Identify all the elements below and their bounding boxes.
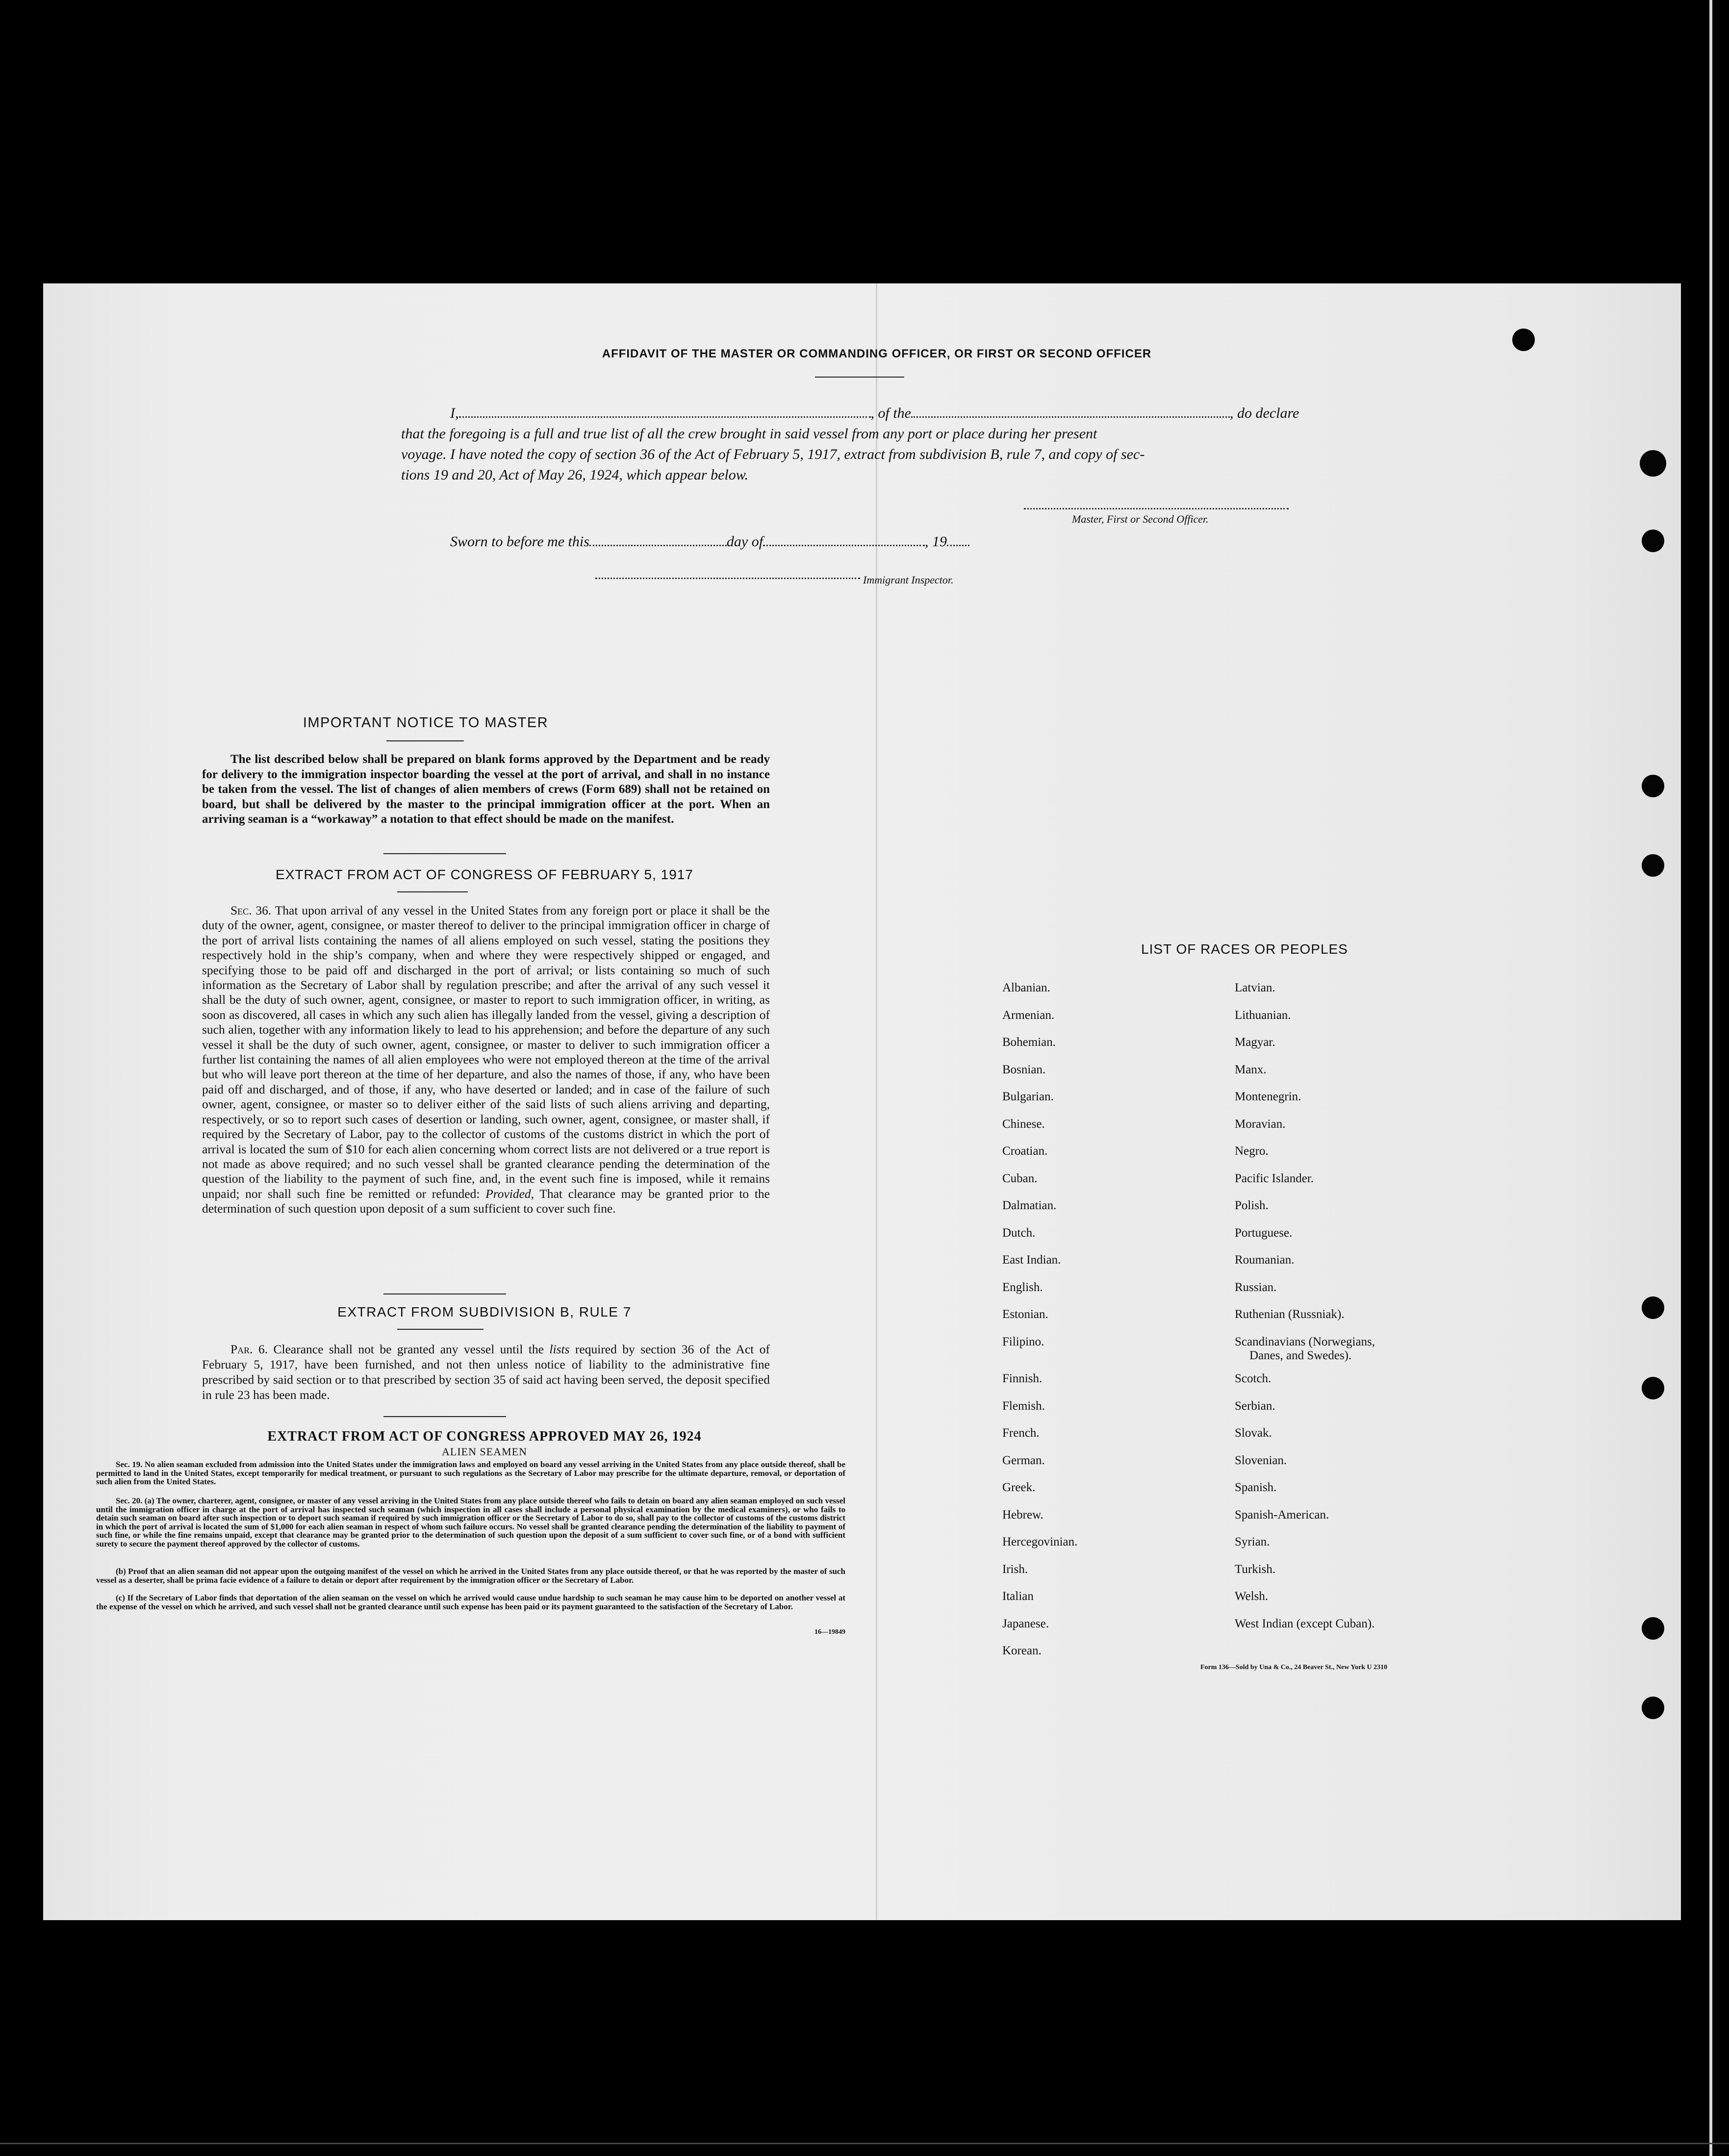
rule7-end-rule (383, 1416, 506, 1417)
race-item: Hebrew. (1002, 1508, 1043, 1522)
race-item: Lithuanian. (1235, 1008, 1291, 1022)
punch-hole (1642, 775, 1664, 797)
rule7-text-b: required by section 36 of the Act of February 5, 1917, have been furnished, and not then unless notice of liability to the administrative fine prescribed by said section or to that prescribed by section 35 of said act having been served, the deposit specified in rule 23 has been made. (202, 1342, 770, 1402)
print-code: 16—19849 (814, 1628, 845, 1636)
notice-body: The list described below shall be prepared on blank forms approved by the Department and be ready for delivery to the immigration inspector boarding the vessel at the port of arrival, and shall in no instance be taken from the vessel. The list of changes of alien members of crews (Form 689) shall not be retained on board, but shall be delivered by the master to the principal immigration officer at the port. When an arriving seaman is a “workaway” a notation to that effect should be made on the manifest. (202, 753, 770, 826)
punch-hole (1642, 1377, 1664, 1399)
punch-hole (1642, 1697, 1664, 1719)
alien-seamen-subtitle: ALIEN SEAMEN (442, 1446, 527, 1458)
race-item: Dutch. (1002, 1226, 1036, 1240)
center-fold (876, 283, 877, 1920)
race-item: Bosnian. (1002, 1063, 1046, 1076)
inspector-signature-blank (595, 567, 860, 579)
race-item: Scandinavians (Norwegians, (1235, 1335, 1375, 1348)
proviso-label: Provided, (485, 1186, 534, 1201)
race-item: Manx. (1235, 1063, 1267, 1076)
sworn-day-blank (589, 534, 727, 546)
scan-frame-edge (1709, 0, 1712, 2156)
race-item: Bulgarian. (1002, 1090, 1054, 1103)
race-item: Serbian. (1235, 1399, 1275, 1413)
race-item: Slovenian. (1235, 1453, 1287, 1467)
notice-title: IMPORTANT NOTICE TO MASTER (303, 715, 549, 731)
race-item: Ruthenian (Russniak). (1235, 1308, 1345, 1321)
race-item: French. (1002, 1426, 1040, 1440)
race-item: Latvian. (1235, 981, 1275, 994)
scan-frame-edge-bottom (0, 2143, 1729, 2144)
master-signature-label: Master, First or Second Officer. (1072, 513, 1209, 525)
sworn-text: Sworn to before me this (450, 533, 589, 550)
form-footer: Form 136—Sold by Una & Co., 24 Beaver St., New York U 2310 (1200, 1664, 1388, 1671)
punch-hole (1642, 530, 1664, 552)
race-item: Spanish-American. (1235, 1508, 1329, 1522)
form-sheet (43, 283, 1681, 1920)
race-item: Russian. (1235, 1280, 1277, 1294)
race-item: Hercegovinian. (1002, 1535, 1078, 1548)
race-item: Greek. (1002, 1481, 1036, 1494)
sworn-month-blank (763, 534, 925, 546)
vessel-blank (911, 406, 1230, 418)
race-item: Irish. (1002, 1562, 1028, 1576)
affidavit-line-1 (450, 405, 1299, 422)
race-item: Polish. (1235, 1199, 1269, 1212)
race-item: Syrian. (1235, 1535, 1270, 1548)
sworn-line (450, 533, 969, 550)
race-item: Japanese. (1002, 1617, 1049, 1630)
race-item: Roumanian. (1235, 1253, 1295, 1267)
race-item: East Indian. (1002, 1253, 1061, 1267)
master-signature-blank (1024, 497, 1289, 509)
sworn-day-of: day of (726, 533, 763, 550)
notice-end-rule (383, 853, 506, 854)
race-item: Slovak. (1235, 1426, 1272, 1440)
race-item: Pacific Islander. (1235, 1171, 1314, 1185)
race-item: Moravian. (1235, 1117, 1286, 1131)
race-item: Chinese. (1002, 1117, 1045, 1131)
affidavit-i: I, (450, 405, 459, 421)
affidavit-line-4: tions 19 and 20, Act of May 26, 1924, which appear below. (401, 467, 749, 483)
rule7-title: EXTRACT FROM SUBDIVISION B, RULE 7 (337, 1304, 632, 1319)
sec-20c-text: (c) If the Secretary of Labor finds that deportation of the alien seaman on the vessel on which he arrived would cause undue hardship to such seaman he may cause him to be deported on another vessel at the expense of the vessel on which he arrived, and such vessel shall not be granted clearance until such expense has been paid or its payment guaranteed to the satisfaction of the Secretary of Labor. (96, 1593, 845, 1611)
race-item: German. (1002, 1453, 1045, 1467)
race-item: Italian (1002, 1590, 1034, 1603)
race-item: Croatian. (1002, 1144, 1048, 1158)
race-item: Montenegrin. (1235, 1090, 1301, 1103)
race-item: Armenian. (1002, 1008, 1055, 1022)
race-item: Flemish. (1002, 1399, 1045, 1413)
par-6-label: Par. 6. (230, 1342, 268, 1356)
name-blank (459, 406, 871, 418)
punch-hole (1642, 1617, 1664, 1640)
affidavit-line-2: that the foregoing is a full and true list of all the crew brought in said vessel from any port or place during her present (401, 426, 1097, 442)
affidavit-line-3: voyage. I have noted the copy of section 36 of the Act of February 5, 1917, extract from subdivision B, rule 7, and copy of sec- (401, 446, 1145, 462)
punch-hole (1640, 450, 1666, 477)
sec-20b-text: (b) Proof that an alien seaman did not appear upon the outgoing manifest of the vessel on which he arrived in the United States from any place outside thereof, or that he was reported by the master of such vessel as a deserter, shall be prima facie evidence of a failure to detain or deport after requirement by the immigration officer or the Secretary of Labor. (96, 1567, 845, 1585)
affidavit-title-rule (815, 377, 904, 378)
race-item: Spanish. (1235, 1481, 1277, 1494)
rule7-body (202, 1342, 770, 1402)
sec-20a-text: Sec. 20. (a) The owner, charterer, agent, consignee, or master of any vessel arriving in the United States from any place outside thereof who fails to detain on board any alien seaman employed on such vessel until the immigration officer in charge at the port of arrival has inspected such seaman (which inspection in all cases shall include a personal physical examination by the medical examiners), or who fails to detain such seaman on board after such inspection or to deport such seaman if required by such immigration officer or the Secretary of Labor to do so, shall pay to the collector of customs of the customs district in which the port of arrival is located the sum of $1,000 for each alien seaman in respect of whom such failure occurs. No vessel shall be granted clearance pending the determination of the liability to payment of such fine, or while the fine remains unpaid, except that clearance may be granted prior to the determination of such question upon the deposit of a sum sufficient to cover such fine, or of a bond with sufficient surety to secure the payment thereof approved by the collector of customs. (96, 1496, 845, 1548)
race-item: Portuguese. (1235, 1226, 1293, 1240)
punch-hole (1642, 1296, 1664, 1319)
race-item: Scotch. (1235, 1372, 1271, 1385)
race-item: Negro. (1235, 1144, 1269, 1158)
lists-word: lists (549, 1342, 570, 1356)
race-item: Finnish. (1002, 1372, 1042, 1385)
extract-1924-title: EXTRACT FROM ACT OF CONGRESS APPROVED MAY 26, 1924 (267, 1429, 702, 1444)
sec-19-text: Sec. 19. No alien seaman excluded from admission into the United States under the immigration laws and employed on board any vessel arriving in the United States from any place outside thereof, shall be permitted to land in the United States, except temporarily for medical treatment, or pursuant to such regulations as the Secretary of Labor may prescribe for the ultimate departure, removal, or deportation of such alien from the United States. (96, 1460, 845, 1486)
inspector-label: Immigrant Inspector. (863, 574, 954, 586)
affidavit-of-the: , of the (870, 405, 911, 421)
race-item: Bohemian. (1002, 1036, 1056, 1049)
race-item: Welsh. (1235, 1590, 1269, 1603)
race-item: Cuban. (1002, 1171, 1038, 1185)
notice-title-rule (386, 740, 464, 741)
race-item: Magyar. (1235, 1036, 1275, 1049)
sec-36-label: Sec. 36. (230, 903, 272, 917)
race-item: English. (1002, 1280, 1043, 1294)
race-item: Korean. (1002, 1644, 1042, 1657)
affidavit-title: AFFIDAVIT OF THE MASTER OR COMMANDING OFFICER, OR FIRST OR SECOND OFFICER (602, 347, 1152, 360)
race-item: Albanian. (1002, 981, 1050, 994)
proviso-text: That clearance may be granted prior to the determination of such question upon deposit of a sum sufficient to cover such fine. (202, 1186, 770, 1216)
race-item: Estonian. (1002, 1308, 1048, 1321)
rule7-text-a: Clearance shall not be granted any vessel until the (273, 1342, 544, 1356)
affidavit-do-declare: , do declare (1230, 405, 1299, 421)
sworn-year: , 19 (925, 533, 947, 550)
races-title: LIST OF RACES OR PEOPLES (1141, 941, 1348, 957)
punch-hole (1512, 329, 1535, 351)
race-item: Dalmatian. (1002, 1199, 1057, 1212)
extract-1917-title-rule (397, 891, 468, 892)
extract-1917-body (202, 903, 770, 1217)
race-item: West Indian (except Cuban). (1235, 1617, 1375, 1630)
punch-hole (1642, 854, 1664, 877)
race-item: Filipino. (1002, 1335, 1044, 1348)
sec-36-text: That upon arrival of any vessel in the United States from any foreign port or place it shall be the duty of the owner, agent, consignee, or master thereof to deliver to the principal immigration officer in charge of the port of arrival lists containing the names of all aliens employed on such vessel, stating the positions they respectively hold in the ship’s company, when and where they were respectively shipped or engaged, and specifying those to be paid off and discharged in the port of arrival; or lists containing so much of such information as the Secretary of Labor shall by regulation prescribe; and after the arrival of any such vessel it shall be the duty of such owner, agent, consignee, or master to report to such immigration officer, in writing, as soon as discovered, all cases in which any such alien has illegally landed from the vessel, giving a description of such alien, together with any information likely to lead to his apprehension; and before the departure of any such vessel it shall be the duty of such owner, agent, consignee, or master to deliver to such immigration officer a further list containing the names of all alien employees who were not employed thereon at the time of the arrival but who will leave port thereon at the time of her departure, and also the names of those, if any, who have been paid off and discharged, and of those, if any, who have deserted or landed; and in case of the failure of such owner, agent, consignee, or master so to deliver either of the said lists of such aliens arriving and departing, respectively, or so to report such cases of desertion or landing, such owner, agent, consignee, or master shall, if required by the Secretary of Labor, pay to the collector of customs of the customs district in which the port of arrival is located the sum of $10 for each alien concerning whom correct lists are not delivered or a true report is not made as above required; and no such vessel shall be granted clearance pending the determination of the question of the liability to the payment of such fine, and, in the event such fine is imposed, while it remains unpaid; nor shall such fine be remitted or refunded: (202, 903, 770, 1201)
sworn-year-blank (947, 534, 969, 546)
race-item: Danes, and Swedes). (1249, 1348, 1352, 1362)
extract-1917-title: EXTRACT FROM ACT OF CONGRESS OF FEBRUARY 5, 1917 (276, 867, 693, 882)
race-item: Turkish. (1235, 1562, 1276, 1576)
rule7-title-rule (397, 1329, 483, 1330)
